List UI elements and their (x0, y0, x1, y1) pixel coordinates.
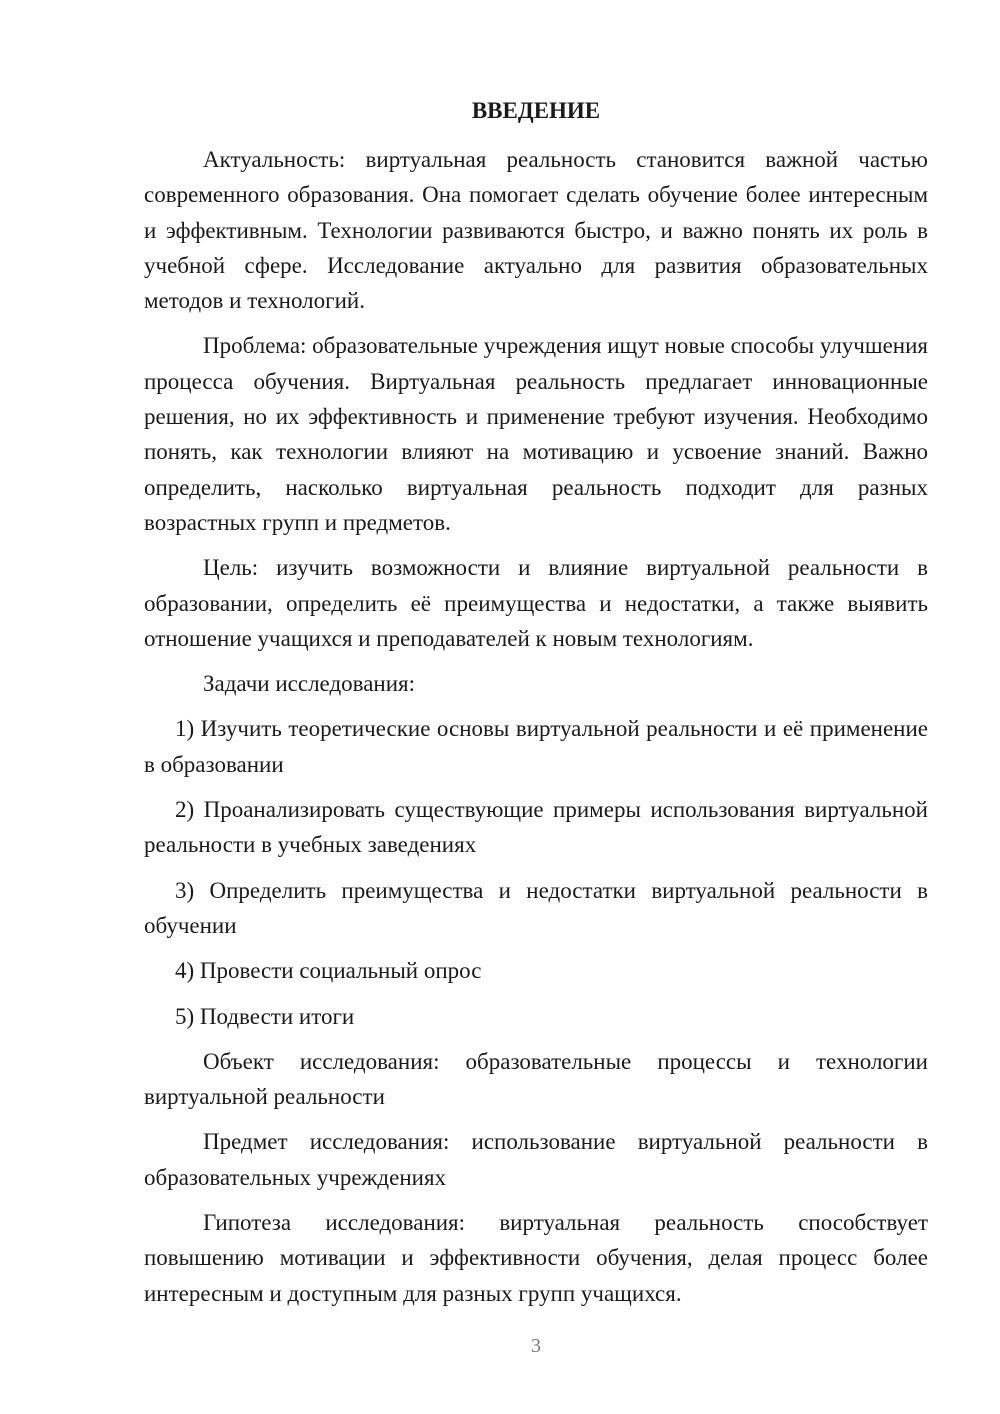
page-number: 3 (531, 1335, 541, 1357)
paragraph-problem: Проблема: образовательные учреждения ищут новые способы улучшения процесса обучения. Виртуальная реальность предлагает инновационные решения, но их эффективность и применение требуют изучения. Необходимо понять, как технологии влияют на мотивацию и усвоение знаний. Важно определить, насколько виртуальная реальность подходит для разных возрастных групп и предметов. (144, 333, 928, 535)
document-page (144, 0, 928, 1414)
paragraph-relevance: Актуальность: виртуальная реальность становится важной частью современного образования. Она помогает сделать обучение более интересным и эффективным. Технологии развиваются быстро, и важно понять их роль в учебной сфере. Исследование актуально для развития образовательных методов и технологий. (144, 147, 928, 314)
paragraph-object: Объект исследования: образовательные процессы и технологии виртуальной реальности (144, 1048, 928, 1110)
document-body (144, 142, 928, 1321)
list-item: 4) Провести социальный опрос (175, 958, 482, 984)
paragraph-hypothesis: Гипотеза исследования: виртуальная реальность способствует повышению мотивации и эффективности обучения, делая процесс более интересным и доступным для разных групп учащихся. (144, 1210, 928, 1306)
list-item: 3) Определить преимущества и недостатки виртуальной реальности в обучении (144, 877, 928, 938)
paragraph-goal: Цель: изучить возможности и влияние виртуальной реальности в образовании, определить её преимущества и недостатки, а также выявить отношение учащихся и преподавателей к новым технологиям. (144, 555, 928, 651)
list-item: 1) Изучить теоретические основы виртуальной реальности и её применение в образовании (144, 716, 928, 777)
list-item: 2) Проанализировать существующие примеры использования виртуальной реальности в учебных заведениях (144, 797, 928, 858)
list-item: 5) Подвести итоги (175, 1003, 355, 1029)
paragraph-subject: Предмет исследования: использование виртуальной реальности в образовательных учреждениях (144, 1129, 928, 1190)
paragraph-tasks-heading: Задачи исследования: (203, 671, 416, 697)
page-title: ВВЕДЕНИЕ (471, 98, 601, 123)
